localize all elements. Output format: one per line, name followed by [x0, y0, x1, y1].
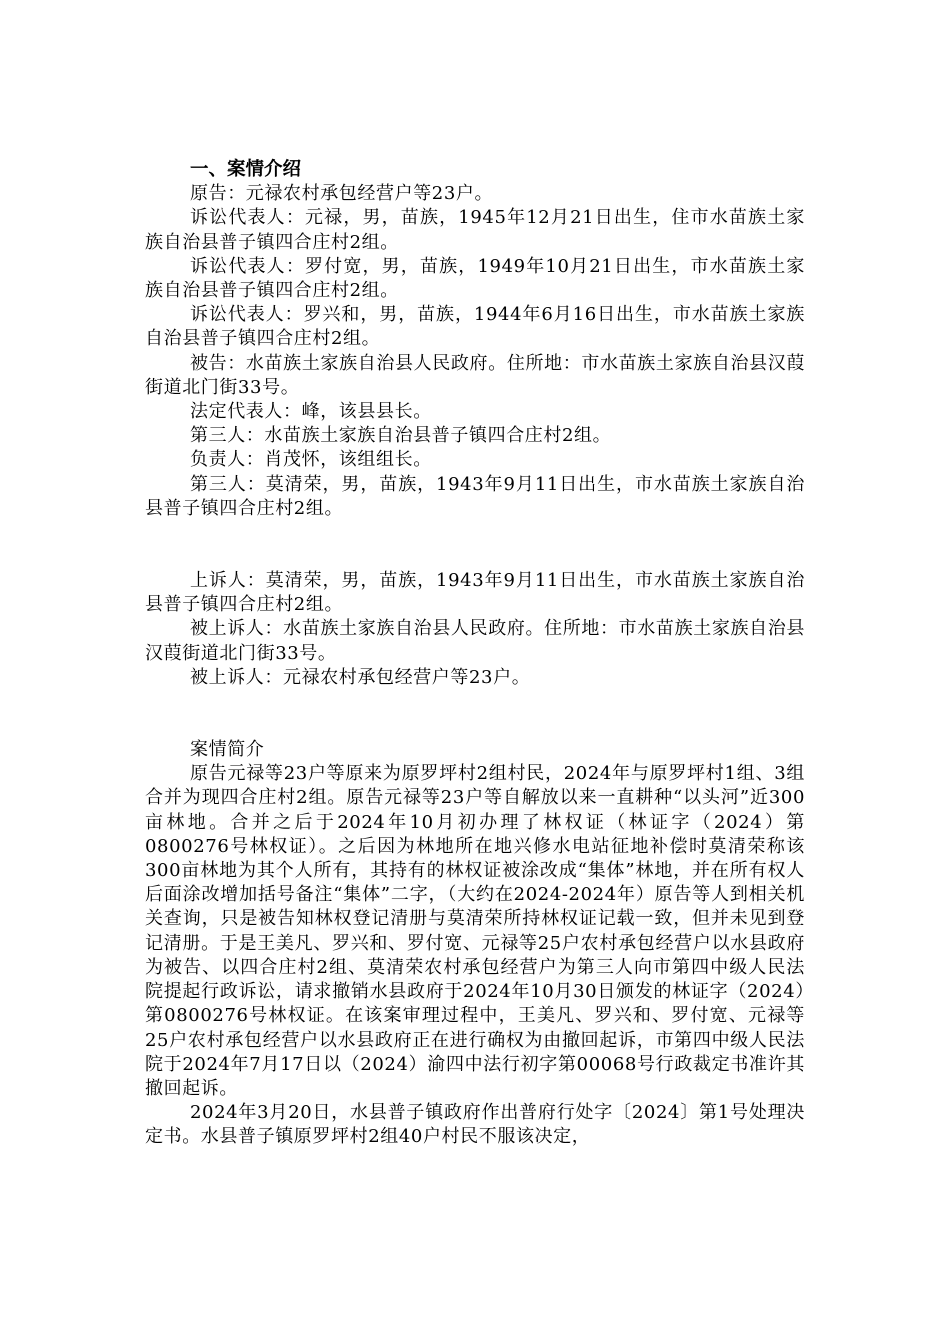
party-appellant: 上诉人：莫清荣，男，苗族，1943年9月11日出生，市水苗族土家族自治县普子镇四合庄村2组。: [145, 570, 805, 616]
party-representative-3: 诉讼代表人：罗兴和，男，苗族，1944年6月16日出生，市水苗族土家族自治县普子镇四合庄村2组。: [145, 304, 805, 350]
party-appellee-1: 被上诉人：水苗族土家族自治县人民政府。住所地：市水苗族土家族自治县汉葭街道北门街33号。: [145, 618, 805, 664]
summary-paragraph: 原告元禄等23户等原来为原罗坪村2组村民，2024年与原罗坪村1组、3组合并为现四合庄村2组。原告元禄等23户等自解放以来一直耕种“以头河”近300亩林地。合并之后于2024年10月初办理了林权证（林证字（2024）第0800276号林权证）。之后因为林地所在地兴修水电站征地补偿时莫清荣称该300亩林地为其个人所有，其持有的林权证被涂改成“集体”林地，并在所有权人后面涂改增加括号备注“集体”二字，（大约在2024-2024年）原告等人到相关机关查询，只是被告知林权登记清册与莫清荣所持林权证记载一致，但并未见到登记清册。于是王美凡、罗兴和、罗付宽、元禄等25户农村承包经营户以水县政府为被告、以四合庄村2组、莫清荣农村承包经营户为第三人向市第四中级人民法院提起行政诉讼，请求撤销水县政府于2024年10月30日颁发的林证字（2024）第0800276号林权证。在该案审理过程中，王美凡、罗兴和、罗付宽、元禄等25户农村承包经营户以水县政府正在进行确权为由撤回起诉，市第四中级人民法院于2024年7月17日以（2024）渝四中法行初字第00068号行政裁定书准许其撤回起诉。: [145, 763, 805, 1099]
party-representative-1: 诉讼代表人：元禄，男，苗族，1945年12月21日出生，住市水苗族土家族自治县普子镇四合庄村2组。: [145, 207, 805, 253]
appeal-parties-block: [145, 569, 805, 690]
party-defendant: 被告：水苗族土家族自治县人民政府。住所地：市水苗族土家族自治县汉葭街道北门街33号。: [145, 352, 805, 398]
party-representative-2: 诉讼代表人：罗付宽，男，苗族，1949年10月21日出生，市水苗族土家族自治县普子镇四合庄村2组。: [145, 255, 805, 302]
section-heading: 一、案情介绍: [190, 159, 302, 180]
party-legal-representative: 法定代表人：峰，该县县长。: [190, 401, 432, 423]
document-page: [145, 158, 805, 1150]
summary-block: [145, 738, 805, 1149]
parties-block: [145, 182, 805, 521]
party-responsible-person: 负责人：肖茂怀，该组组长。: [190, 449, 432, 471]
spacer: [145, 521, 805, 569]
party-third-party-1: 第三人：水苗族土家族自治县普子镇四合庄村2组。: [190, 425, 612, 447]
party-third-party-2: 第三人：莫清荣，男，苗族，1943年9月11日出生，市水苗族土家族自治县普子镇四合庄村2组。: [145, 473, 805, 519]
summary-paragraph: 2024年3月20日，水县普子镇政府作出普府行处字〔2024〕第1号处理决定书。水县普子镇原罗坪村2组40户村民不服该决定，: [145, 1102, 805, 1148]
spacer: [145, 690, 805, 738]
summary-title: 案情简介: [190, 739, 265, 761]
party-plaintiff: 原告：元禄农村承包经营户等23户。: [190, 183, 494, 205]
party-appellee-2: 被上诉人：元禄农村承包经营户等23户。: [190, 666, 531, 688]
